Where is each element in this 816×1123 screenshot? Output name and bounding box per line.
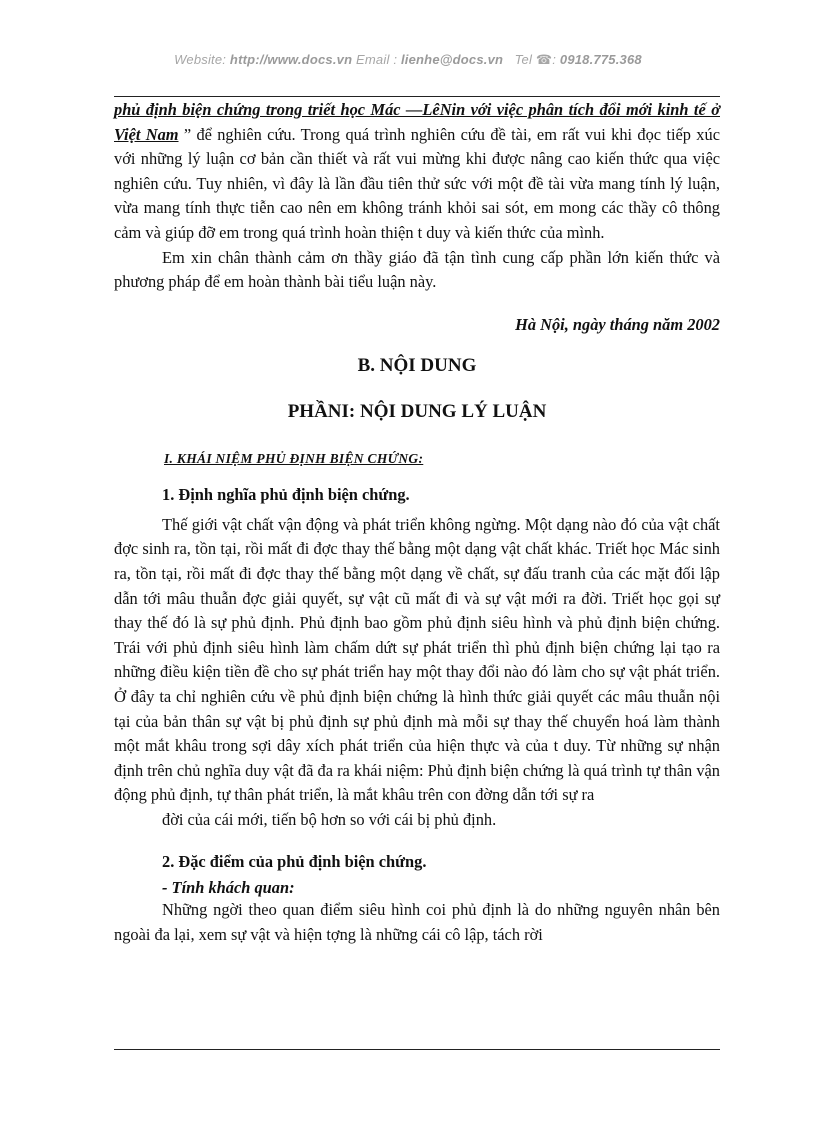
tel-number: 0918.775.368 [559, 52, 642, 67]
website-label: Website: [174, 52, 227, 67]
objectivity-heading: - Tính khách quan: [162, 878, 295, 898]
signature-line: Hà Nội, ngày tháng năm 2002 [515, 314, 720, 334]
intro-paragraph [114, 98, 720, 246]
definition-paragraph-tail: đời của cái mới, tiến bộ hơn so với cái bị phủ định. [162, 809, 497, 829]
footer-divider [114, 1049, 720, 1050]
subsection-2-heading: 2. Đặc điểm của phủ định biện chứng. [162, 852, 427, 872]
page-header [0, 52, 816, 68]
objectivity-paragraph: Những ngời theo quan điểm siêu hình coi phủ định là do những nguyên nhân bên ngoài đa lại, xem sự vật và hiện tợng là những cái cô lập, tách rời [114, 900, 720, 945]
subsection-1-heading: 1. Định nghĩa phủ định biện chứng. [162, 484, 410, 504]
section-1-heading: I. KHÁI NIỆM PHỦ ĐỊNH BIỆN CHỨNG: [164, 450, 424, 466]
header-divider [114, 96, 720, 97]
website-link[interactable]: http://www.docs.vn [229, 52, 353, 67]
tel-label: Tel ☎: [514, 52, 557, 67]
page-content [114, 98, 720, 948]
email-link[interactable]: lienhe@docs.vn [400, 52, 504, 67]
intro-title: phủ định biện chứng trong triết học Mác —LêNin với việc phân tích đổi mới kinh tế ở Việt Nam [114, 100, 720, 144]
part-1-heading: PHẦNI: NỘI DUNG LÝ LUẬN [287, 400, 547, 422]
thanks-paragraph: Em xin chân thành cảm ơn thầy giáo đã tận tình cung cấp phần lớn kiến thức và phương pháp để em hoàn thành bài tiểu luận này. [114, 247, 720, 292]
definition-paragraph: Thế giới vật chất vận động và phát triển không ngừng. Một dạng nào đó của vật chất đợc sinh ra, tồn tại, rồi mất đi đợc thay thế bằng một dạng vật chất khác. Triết học Mác sinh ra, tồn tại, rồi mất đi đợc thay thế bằng một dạng về chất, sự đấu tranh của các mặt đối lập dẫn tới mâu thuẫn đợc giải quyết, sự vật cũ mất đi và sự vật mới ra đời. Triết học gọi sự thay thế đó là sự phủ định. Phủ định bao gồm phủ định siêu hình và phủ định biện chứng. Trái với phủ định siêu hình làm chấm dứt sự phát triển thì phủ định biện chứng lại tạo ra những điều kiện tiền đề cho sự phát triển hay một thay đổi nào đó làm cho sự vật phát triển. Ở đây ta chỉ nghiên cứu về phủ định biện chứng là hình thức giải quyết các mâu thuẫn nội tại của bản thân sự vật bị phủ định sự phủ định mà mỗi sự thay thế chuyển hoá làm thành một mắt khâu trong sợi dây xích phát triển của hiện thực và của t duy. Từ những sự nhận định trên chủ nghĩa duy vật đã đa ra khái niệm: Phủ định biện chứng là quá trình tự thân vận động phủ định, tự thân phát triển, là mắt khâu trên con đờng dẫn tới sự ra [114, 514, 720, 805]
intro-text: để nghiên cứu. Trong quá trình nghiên cứu đề tài, em rất vui khi đọc tiếp xúc với những lý luận cơ bản cần thiết và rất vui mừng khi được nâng cao kiến thức qua việc nghiên cứu. Tuy nhiên, vì đây là lần đầu tiên thử sức với một đề tài vừa mang tính lý luận, vừa mang tính thực tiễn cao nên em không tránh khỏi sai sót, em mong các thầy cô thông cảm và giúp đỡ em trong quá trình hoàn thiện t duy và kiến thức của mình. [114, 124, 720, 242]
email-label: Email : [356, 52, 398, 67]
part-b-heading: B. NỘI DUNG [357, 354, 477, 376]
intro-quote: ” [178, 124, 197, 144]
